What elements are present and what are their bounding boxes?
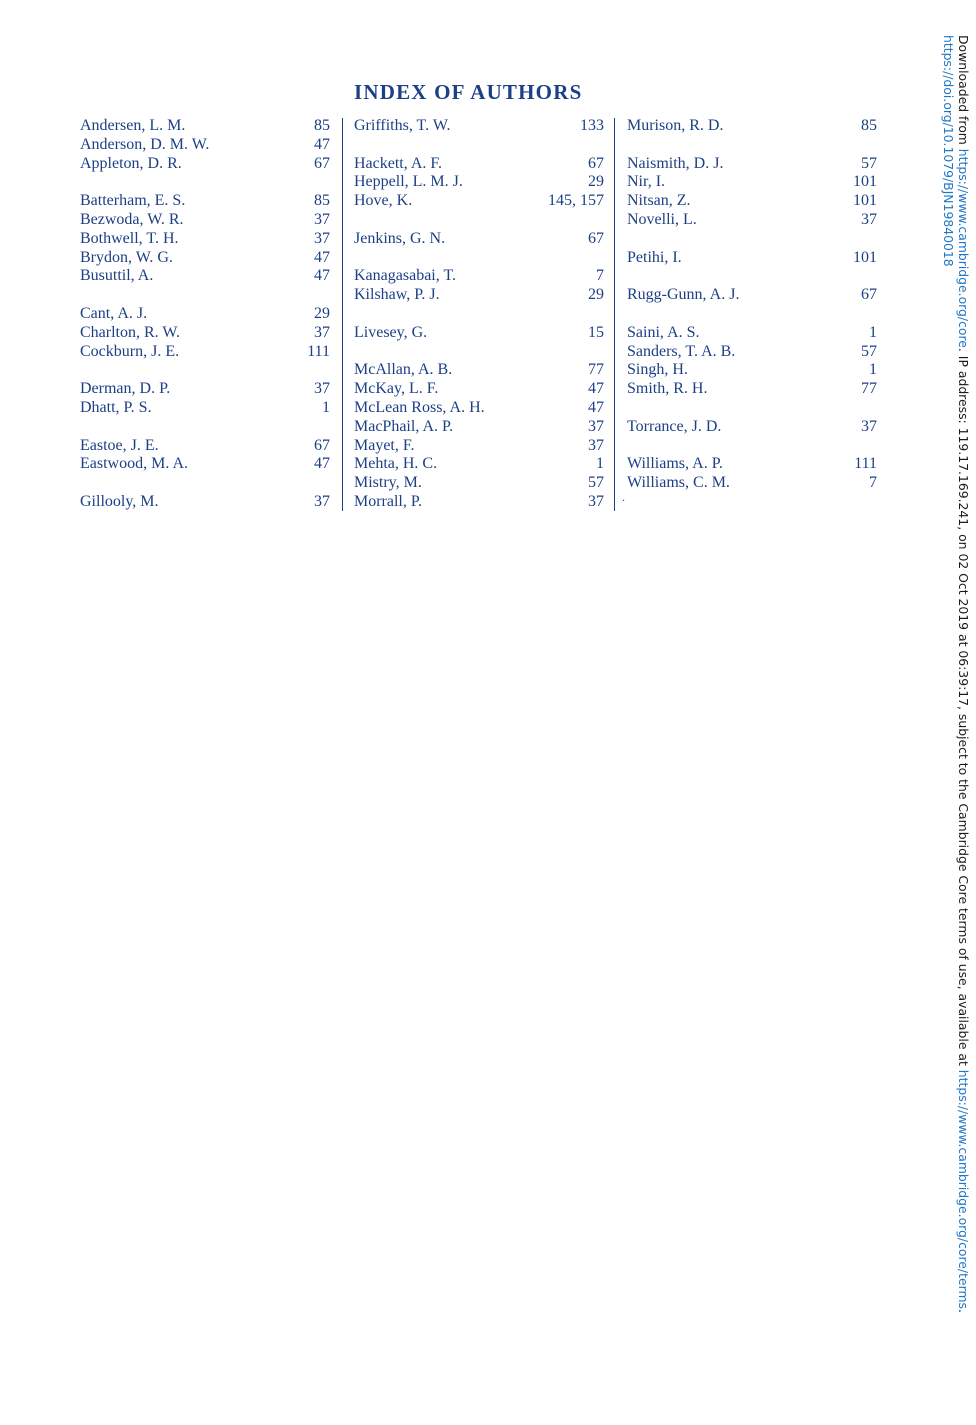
author-name: Charlton, R. W. <box>80 323 181 341</box>
author-name: Novelli, L. <box>627 210 697 228</box>
index-entry <box>80 361 330 380</box>
author-name: Morrall, P. <box>354 492 422 510</box>
index-entry <box>627 343 877 362</box>
author-name: Petihi, I. <box>627 248 682 266</box>
index-entry <box>80 418 330 437</box>
author-name: Hove, K. <box>354 192 413 210</box>
index-entry <box>354 380 604 399</box>
author-name: Cant, A. J. <box>80 304 148 322</box>
page-numbers: 7 <box>596 267 604 285</box>
author-name: Gillooly, M. <box>80 492 159 510</box>
author-name: Rugg-Gunn, A. J. <box>627 286 740 304</box>
page-numbers: 101 <box>853 248 877 266</box>
author-name: Hackett, A. F. <box>354 154 443 172</box>
author-name: Nitsan, Z. <box>627 192 691 210</box>
index-entry <box>627 286 877 305</box>
page-numbers: 7 <box>869 474 877 492</box>
index-entry <box>354 117 604 136</box>
page-numbers: 37 <box>588 417 604 435</box>
page-numbers: 37 <box>314 492 330 510</box>
index-entry <box>627 305 877 324</box>
page-numbers: 67 <box>588 154 604 172</box>
index-entry <box>354 399 604 418</box>
author-name: Nir, I. <box>627 173 666 191</box>
page-numbers: 37 <box>314 229 330 247</box>
index-entry <box>354 286 604 305</box>
index-entry <box>627 474 877 493</box>
author-name: Kilshaw, P. J. <box>354 286 440 304</box>
index-entry <box>354 324 604 343</box>
page-numbers: 145, 157 <box>548 192 604 210</box>
author-name: Williams, A. P. <box>627 455 723 473</box>
page-numbers: 67 <box>861 286 877 304</box>
index-entry <box>80 117 330 136</box>
page-numbers: 47 <box>588 380 604 398</box>
index-entry <box>354 418 604 437</box>
page-numbers: 111 <box>307 342 330 360</box>
page-numbers: 85 <box>314 192 330 210</box>
author-name: Heppell, L. M. J. <box>354 173 463 191</box>
author-name: Sanders, T. A. B. <box>627 342 736 360</box>
author-name: Bezwoda, W. R. <box>80 210 184 228</box>
page-numbers: 47 <box>314 248 330 266</box>
index-entry <box>627 192 877 211</box>
index-entry <box>354 437 604 456</box>
index-entry <box>80 211 330 230</box>
page-numbers: 111 <box>854 455 877 473</box>
author-name: Griffiths, T. W. <box>354 117 451 134</box>
author-name: Busuttil, A. <box>80 267 154 285</box>
index-entry <box>627 380 877 399</box>
index-entry <box>80 305 330 324</box>
author-name: Livesey, G. <box>354 323 428 341</box>
page-numbers: 1 <box>869 361 877 379</box>
page-numbers: 29 <box>314 304 330 322</box>
author-name: Murison, R. D. <box>627 117 724 134</box>
index-entry <box>627 173 877 192</box>
index-entry <box>80 380 330 399</box>
index-entry <box>354 249 604 268</box>
index-entry <box>80 173 330 192</box>
index-entry <box>627 324 877 343</box>
doi-line <box>941 35 956 1245</box>
page-numbers: 57 <box>861 154 877 172</box>
page-numbers: 47 <box>588 398 604 416</box>
page-numbers: 47 <box>314 135 330 153</box>
author-name: Anderson, D. M. W. <box>80 135 210 153</box>
author-name: Appleton, D. R. <box>80 154 182 172</box>
download-notice-line <box>956 35 971 1313</box>
doi-link[interactable]: https://doi.org/10.1079/BJN19840018 <box>941 35 956 267</box>
page-numbers: 37 <box>314 380 330 398</box>
author-column-1 <box>80 117 330 512</box>
index-entry <box>627 455 877 474</box>
page-numbers: 77 <box>861 380 877 398</box>
page-numbers: 57 <box>588 474 604 492</box>
page-title: INDEX OF AUTHORS <box>354 80 583 104</box>
author-name: Andersen, L. M. <box>80 117 186 134</box>
index-entry <box>354 211 604 230</box>
author-name: Mayet, F. <box>354 436 415 454</box>
index-entry <box>80 343 330 362</box>
page-numbers: 77 <box>588 361 604 379</box>
column-divider <box>342 118 343 511</box>
index-entry <box>354 474 604 493</box>
index-entry <box>354 305 604 324</box>
author-name: Bothwell, T. H. <box>80 229 179 247</box>
stray-mark: . <box>622 490 625 504</box>
index-entry <box>627 249 877 268</box>
index-entry <box>80 230 330 249</box>
index-entry <box>80 455 330 474</box>
index-entry <box>627 136 877 155</box>
author-name: Derman, D. P. <box>80 380 171 398</box>
index-entry <box>627 418 877 437</box>
index-entry <box>354 230 604 249</box>
page-numbers: 37 <box>588 492 604 510</box>
author-column-2 <box>354 117 604 512</box>
index-entry <box>80 155 330 174</box>
author-name: McKay, L. F. <box>354 380 439 398</box>
page-numbers: 67 <box>588 229 604 247</box>
page-numbers: 67 <box>314 154 330 172</box>
page-numbers: 47 <box>314 267 330 285</box>
author-name: Torrance, J. D. <box>627 417 722 435</box>
index-entry <box>627 437 877 456</box>
index-entry <box>627 211 877 230</box>
author-name: Eastwood, M. A. <box>80 455 188 473</box>
index-entry <box>627 117 877 136</box>
page-numbers: 37 <box>588 436 604 454</box>
author-name: Mistry, M. <box>354 474 422 492</box>
index-entry <box>354 155 604 174</box>
page-numbers: 57 <box>861 342 877 360</box>
index-entry <box>80 286 330 305</box>
index-entry <box>354 493 604 512</box>
author-name: Batterham, E. S. <box>80 192 186 210</box>
cambridge-core-link[interactable]: https://www.cambridge.org/core <box>956 148 971 348</box>
author-name: Smith, R. H. <box>627 380 708 398</box>
terms-link[interactable]: https://www.cambridge.org/core/terms <box>956 1069 971 1309</box>
page-numbers: 1 <box>322 398 330 416</box>
author-name: Dhatt, P. S. <box>80 398 152 416</box>
author-name: Saini, A. S. <box>627 323 700 341</box>
author-name: McAllan, A. B. <box>354 361 453 379</box>
index-entry <box>627 361 877 380</box>
author-name: Williams, C. M. <box>627 474 730 492</box>
page-numbers: 37 <box>314 210 330 228</box>
index-entry <box>80 399 330 418</box>
author-name: Jenkins, G. N. <box>354 229 446 247</box>
notice-prefix: Downloaded from <box>956 35 971 149</box>
page-numbers: 37 <box>861 417 877 435</box>
index-entry <box>354 136 604 155</box>
author-name: Naismith, D. J. <box>627 154 724 172</box>
page-numbers: 37 <box>314 323 330 341</box>
page-numbers: 29 <box>588 286 604 304</box>
author-column-3 <box>627 117 877 493</box>
page-numbers: 47 <box>314 455 330 473</box>
author-name: Kanagasabai, T. <box>354 267 457 285</box>
page-numbers: 133 <box>580 117 604 134</box>
index-entry <box>354 361 604 380</box>
author-name: Singh, H. <box>627 361 688 379</box>
page-numbers: 85 <box>314 117 330 134</box>
index-entry <box>354 343 604 362</box>
author-name: MacPhail, A. P. <box>354 417 454 435</box>
page-numbers: 101 <box>853 192 877 210</box>
index-entry <box>80 136 330 155</box>
column-divider <box>614 118 615 511</box>
index-entry <box>354 192 604 211</box>
author-name: Eastoe, J. E. <box>80 436 159 454</box>
index-entry <box>627 399 877 418</box>
page-numbers: 15 <box>588 323 604 341</box>
index-entry <box>80 192 330 211</box>
author-name: Mehta, H. C. <box>354 455 438 473</box>
index-entry <box>80 493 330 512</box>
index-entry <box>354 267 604 286</box>
notice-suffix: . <box>956 1308 971 1313</box>
index-entry <box>80 267 330 286</box>
index-entry <box>80 437 330 456</box>
page-numbers: 1 <box>869 323 877 341</box>
index-entry <box>627 155 877 174</box>
index-entry <box>627 230 877 249</box>
author-name: Brydon, W. G. <box>80 248 173 266</box>
index-entry <box>80 249 330 268</box>
index-entry <box>354 173 604 192</box>
notice-middle: . IP address: 119.17.169.241, on 02 Oct 2019 at 06:39:17, subject to the Cambridge Core terms of use, available at <box>956 347 971 1070</box>
page-numbers: 29 <box>588 173 604 191</box>
index-entry <box>354 455 604 474</box>
page-numbers: 1 <box>596 455 604 473</box>
index-entry <box>80 474 330 493</box>
download-notice <box>941 35 971 1313</box>
index-entry <box>80 324 330 343</box>
author-name: Cockburn, J. E. <box>80 342 180 360</box>
author-name: McLean Ross, A. H. <box>354 398 485 416</box>
page-numbers: 67 <box>314 436 330 454</box>
index-entry <box>627 267 877 286</box>
page-numbers: 37 <box>861 210 877 228</box>
page-numbers: 85 <box>861 117 877 134</box>
page-numbers: 101 <box>853 173 877 191</box>
